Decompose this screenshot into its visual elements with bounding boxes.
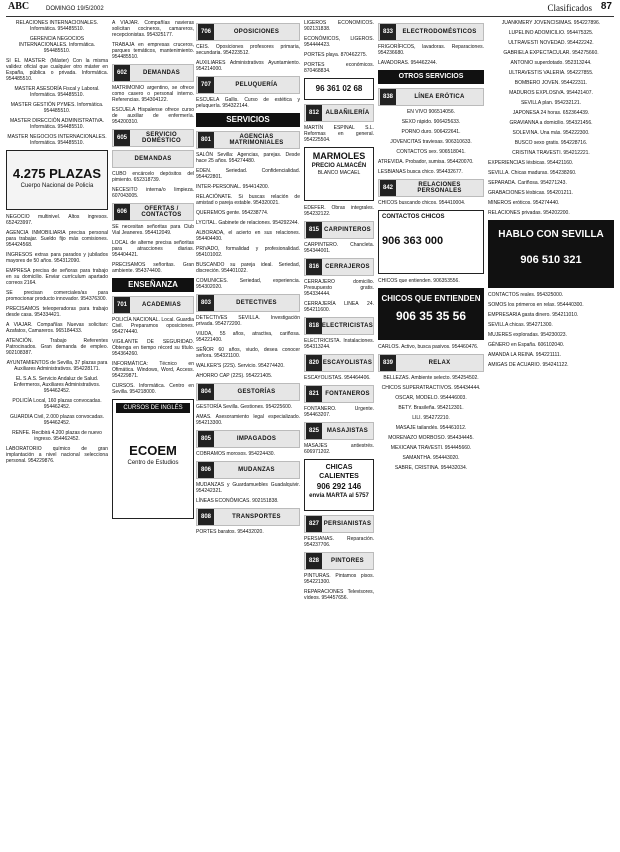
ad: JOVENCITAS traviesas. 906310633. xyxy=(390,139,472,145)
ad: CARPINTERO. Chancleta. 954344001. xyxy=(304,242,374,254)
contactos-ad-box xyxy=(378,210,484,274)
ad: LILI. 954272210. xyxy=(412,415,450,421)
contactos-title: CONTACTOS CHICOS xyxy=(382,214,445,220)
ad: GERENCIA NEGOCIOS INTERNACIONALES. Informática. 954485510. xyxy=(18,36,96,54)
ad: SOMOS los primeros en relax. 954440300. xyxy=(488,302,584,308)
category-header: 803 DETECTIVES xyxy=(196,294,300,312)
ad: CHICOS SUPERATRACTIVOS. 954434444. xyxy=(381,385,481,391)
ad: ESCAYOLISTAS. 954464406. xyxy=(304,375,371,381)
ad: CUBO encárcelo depósitos del pimiento. 652318739. xyxy=(112,171,194,183)
ad: GABRIELA EXPECTACULAR. 954275660. xyxy=(503,50,599,56)
category-header: 806 MUDANZAS xyxy=(196,461,300,479)
ad: JUANKMERY JOVENCISIMAS. 954227896. xyxy=(501,20,601,26)
ecoem-ad-box xyxy=(112,399,194,519)
ad: GESTORÍA Sevilla. Gestiones. 954225600. xyxy=(196,404,293,410)
ad: EDEFER. Obras integrales. 954232122. xyxy=(304,205,374,217)
ad: MATRIMONIO argentino, se ofrece como casero o personal interno. Referencias. 954304122. xyxy=(112,85,194,103)
category-header: 838 LÍNEA ERÓTICA xyxy=(378,88,484,106)
ad: CRISTINA TRAVESTI. 954212221. xyxy=(512,150,590,156)
column-5 xyxy=(378,20,484,846)
ad: NECESITO interna/o limpieza. 607043005. xyxy=(112,187,194,199)
ad: CERRAJERÍA LINEA 24. 954211600. xyxy=(304,301,374,313)
ad: CONTACTOS reales. 954325000. xyxy=(488,292,564,298)
ad: ATENCIÓN. Trabajo Referentes Patrocinados. Gran demanda de empleo. 902108387. xyxy=(6,338,108,356)
chicas-sub: envía MARTA al 5757 xyxy=(309,493,369,499)
ad: PERSIANAS. Reparación. 954237706. xyxy=(304,536,374,548)
police-ad-sub: Cuerpo Nacional de Policía xyxy=(20,183,94,189)
ad: AMIGAS DE ACUARIO. 954241122. xyxy=(488,362,569,368)
category-header: 805 IMPAGADOS xyxy=(196,430,300,448)
marmoles-note: BLANCO MACAEL xyxy=(317,170,361,176)
ad: MADUROS EXPLOSIVA. 954421407. xyxy=(509,90,593,96)
category-header: 833 ELECTRODOMÉSTICOS xyxy=(378,23,484,41)
ad: CURSOS. Informática. Centro en Sevilla. 954218000. xyxy=(112,383,194,395)
marmoles-title: MARMOLES xyxy=(312,151,366,161)
ad: ANTONIO superdotado. 952313244. xyxy=(510,60,592,66)
ad: LABORATORIO químico de gran implantación a nivel nacional selecciona personal. 954229876. xyxy=(6,446,108,464)
ad: SAMANTHA. 954443020. xyxy=(402,455,460,461)
category-header: 808 TRANSPORTES xyxy=(196,508,300,526)
ad: ULTRAVESTIS VALERIA. 954227855. xyxy=(508,70,594,76)
ad: MUDANZAS y Guardamuebles Guadalquivir. 954242321. xyxy=(196,482,300,494)
phone-ad-box xyxy=(304,78,374,100)
ad: FRIGORÍFICOS, lavadoras. Reparaciones. 954236680. xyxy=(378,44,484,56)
category-header: 804 GESTORÍAS xyxy=(196,383,300,401)
ad: SE necesitan señoritas para Club Vial Jeaneres. 954412049. xyxy=(112,224,194,236)
ad: LYCITAL. Gabinete de relaciones. 954292244. xyxy=(196,220,299,226)
ad: LOCAL de alterne precisa señoritas para atracciones diarias. 954404421. xyxy=(112,240,194,258)
ad: VIUDA, 55 años, atractiva, cariñosa. 954221400. xyxy=(196,331,300,343)
ad: MASTER ASESORÍA Fiscal y Laboral. Informática. 954485510. xyxy=(14,86,100,98)
hablo-ad-box xyxy=(488,220,614,288)
ad: MASTER DIRECCIÓN ADMINISTRATIVA. Informática. 954485510. xyxy=(10,118,104,130)
ad: QUEREMOS gente. 954238774. xyxy=(196,210,269,216)
ad: PORTES económicos. 870468834. xyxy=(304,62,374,74)
ad: LESBIANAS busca chico. 954432677. xyxy=(378,169,463,175)
ad: DETECTIVES SEVILLA. Investigación privada. 954272200. xyxy=(196,315,300,327)
ad: RENFE. Recibirá 4.200 plazas de nuevo ingreso. 954462452. xyxy=(12,430,102,442)
ad: MEXICANA TRAVESTI. 954445660. xyxy=(390,445,472,451)
ad: SEVILLA chicas. 954271300. xyxy=(488,322,553,328)
chicas-phone: 906 292 146 xyxy=(316,482,362,491)
ad: GRAVIANNA a domicilio. 954321456. xyxy=(509,120,593,126)
category-header: DEMANDAS xyxy=(112,150,194,168)
ad: BELLEZAS. Ambiente selecto. 954254502. xyxy=(383,375,479,381)
ad: LÍNEAS ECONÓMICAS. 902151838. xyxy=(196,498,279,504)
category-header: 815 CARPINTEROS xyxy=(304,221,374,239)
ad: RELACIÓNATE. Si buscas relación de amistad o pareja estable. 954320021. xyxy=(196,194,300,206)
category-header: 701 ACADEMIAS xyxy=(112,296,194,314)
ad: GRABACIONES lésbicas. 954201211. xyxy=(488,190,573,196)
police-ad-title: 4.275 PLAZAS xyxy=(12,166,102,181)
ad: GUARDIA Civil, 2.000 plazas convocadas. 954462452. xyxy=(10,414,104,426)
ad: AYUNTAMIENTOS de Sevilla, 37 plazas para Auxiliares Administrativos. 954228171. xyxy=(6,360,108,372)
ad: AHORRO CAP (22S). 954221405. xyxy=(196,373,273,379)
ad: ESCUELA Gallis. Curso de estética y peluquería. 954322144. xyxy=(196,97,300,109)
ad: NEGOCIO multinivel. Altos ingresos. 652423997. xyxy=(6,214,108,226)
police-ad-box xyxy=(6,150,108,210)
ad: MARTÍN ESPINAL S.L. Reformas en general. 954225504. xyxy=(304,125,374,143)
ad: POLICÍA NACIONAL. Local. Guardia Civil. Preparamos oposiciones. 954274440. xyxy=(112,317,194,335)
page-header xyxy=(6,3,614,17)
ad: INFORMÁTICA: Técnico en Ofimática. Windows, Word, Access. 954229871. xyxy=(112,361,194,379)
ad: SOLEVINA. Una más. 954222300. xyxy=(512,130,590,136)
ad: MASAJES antiestrés. 606971202. xyxy=(304,443,374,455)
category-header: 707 PELUQUERÍA xyxy=(196,76,300,94)
category-header: 706 OPOSICIONES xyxy=(196,23,300,41)
ad: GÉNERO en España. 606102040. xyxy=(488,342,565,348)
ad: SABRE, CRISTINA. 954432034. xyxy=(394,465,468,471)
ad: SE precisan comerciales/as para promocionar producto innovador. 954376300. xyxy=(6,290,108,302)
ad: FONTANERO. Urgente. 954463207. xyxy=(304,406,374,418)
ad: ATREVIDA. Probador, sumisa. 954420070. xyxy=(378,159,474,165)
ad: SALÓN Sevilla: Agencias, parejas. Desde hace 25 años. 954274480. xyxy=(196,152,300,164)
ad: EDEN. Seriedad. Confidencialidad. 954422801. xyxy=(196,168,300,180)
chicos-title: CHICOS QUE ENTIENDEN xyxy=(381,294,481,303)
ecoem-title: ECOEM xyxy=(129,443,177,458)
ecoem-sub: Centro de Estudios xyxy=(127,460,179,466)
ad: SEPARADA. Cariñosa. 954271243. xyxy=(488,180,567,186)
category-header: 605 SERVICIO DOMÉSTICO xyxy=(112,129,194,147)
category-header: 842 RELACIONES PERSONALES xyxy=(378,179,484,197)
ad: PRIVADO, formalidad y profesionalidad. 954101002. xyxy=(196,246,300,258)
section-banner: ENSEÑANZA xyxy=(112,278,194,292)
ad: LUPELINO ADOMICILIO. 954475325. xyxy=(508,30,594,36)
dateline: DOMINGO 19/5/2002 xyxy=(46,6,104,12)
ad: CHICOS buscando chicos. 954410004. xyxy=(378,200,466,206)
ad: AMAS. Asesoramiento legal especializado. 954213300. xyxy=(196,414,300,426)
section-banner: OTROS SERVICIOS xyxy=(378,70,484,84)
ad: BUSCANDO su pareja ideal. Seriedad, discreción. 954401022. xyxy=(196,262,300,274)
ad: MORENAZO MORBOSO. 954434445. xyxy=(388,435,474,441)
category-header: 606 OFERTAS / CONTACTOS xyxy=(112,203,194,221)
ad: TRABAJA en empresas cruceros, parques temáticos, mantenimiento. 954485510. xyxy=(112,42,194,60)
ad: INTER-PERSONAL. 954414200. xyxy=(196,184,270,190)
ad: ULTRAVESTI NOVEDAD. 954422242. xyxy=(508,40,594,46)
ad: PRECISAMOS teleoperadoras para trabajo desde casa. 954334421. xyxy=(6,306,108,318)
ad: COBRAMOS morosos. 954224430. xyxy=(196,451,275,457)
ad: AGENCIA INMOBILIARIA precisa personal para trabajar. Sueldo fijo más comisiones. 954424568. xyxy=(6,230,108,248)
category-header: 828 PINTORES xyxy=(304,552,374,570)
contactos-phone: 906 363 000 xyxy=(382,235,444,247)
ad: ELECTRICISTA. Instalaciones. 954313244. xyxy=(304,338,374,350)
newspaper-brand: ABC xyxy=(8,1,30,12)
ad: PINTURAS. Pintamos pisos. 954221300. xyxy=(304,573,374,585)
ad: POLICÍA Local, 160 plazas convocadas. 954462452. xyxy=(12,398,102,410)
ad: BUSCO sexo gratis. 954228716. xyxy=(514,140,588,146)
chicos-phone: 906 35 35 56 xyxy=(395,309,467,323)
category-header: 816 CERRAJEROS xyxy=(304,258,374,276)
marmoles-sub: PRECIO ALMACÉN xyxy=(311,163,367,169)
ad: OSCAR, MODELO. 954446003. xyxy=(395,395,467,401)
ad: WALKER'S (22S). Servicio. 954274420. xyxy=(196,363,285,369)
ad: MUJERES exploradas. 954230023. xyxy=(488,332,567,338)
column-6 xyxy=(488,20,614,846)
ad: JAPONESA 24 horas. 652364439. xyxy=(512,110,590,116)
ad: CHICOS que entienden. 906353556. xyxy=(378,278,460,284)
column-4 xyxy=(304,20,374,846)
ad: INGRESOS extras para parados y jubilados mayores de 50 años. 954312090. xyxy=(6,252,108,264)
ad: AMANDA LA REINA. 954221111. xyxy=(488,352,562,358)
ad: MINEROS eróticos. 954274440. xyxy=(488,200,560,206)
category-header: 821 FONTANEROS xyxy=(304,385,374,403)
ad: SEXO rápido. 906425633. xyxy=(401,119,461,125)
ad: SEVILLA plan. 954232121. xyxy=(520,100,582,106)
page-number: 87 xyxy=(600,1,612,12)
ad: EMPRESA precisa de señoras para trabajo en su domicilio. Enviar currículum apartado correos 2164. xyxy=(6,268,108,286)
ad: BOMBERO JOVEN. 954422311. xyxy=(514,80,588,86)
ad: CEIS. Oposiciones profesores primaria, secundaria. 954223512. xyxy=(196,44,300,56)
chicas-title: CHICAS CALIENTES xyxy=(319,464,359,480)
ad: RELACIONES INTERNACIONALES. Informática. 954485510. xyxy=(15,20,99,32)
ad: MASTER GESTIÓN PYMES. Informática. 954485510. xyxy=(10,102,104,114)
section-banner: SERVICIOS xyxy=(196,113,300,127)
hablo-title: HABLO CON SEVILLA xyxy=(498,229,604,240)
ad: A VIAJAR. Compañías navieras solicitan cocineros, camareros, recepcionistas. 954325177. xyxy=(112,20,194,38)
ad: CARLOS. Activo, busca pasivos. 954460476. xyxy=(378,344,479,350)
ad: PORTES playa. 870462275. xyxy=(304,52,368,58)
column-3 xyxy=(196,20,300,846)
ad: VIGILANTE DE SEGURIDAD. Obtenga en tiempo récord su título. 954364260. xyxy=(112,339,194,357)
category-header: 820 ESCAYOLISTAS xyxy=(304,354,374,372)
ad: SI EL MASTER: (Máster) Con la misma validez oficial que cualquier otro máster en España, pública o privada. Informática. 954485510. xyxy=(6,58,108,82)
category-header: 839 RELAX xyxy=(378,354,484,372)
ad: ECONÓMICOS, LIGEROS. 954444423. xyxy=(304,36,374,48)
ad: MASTER NEGOCIOS INTERNACIONALES. Informática. 954485510. xyxy=(7,134,107,146)
chicos-ad-box xyxy=(378,288,484,340)
phone-ad-number: 96 361 02 68 xyxy=(315,84,363,93)
marmoles-ad-box xyxy=(304,147,374,201)
hablo-phone: 906 510 321 xyxy=(520,254,582,266)
ad: SEÑOR 60 años, viudo, desea conocer señora. 954321100. xyxy=(196,347,300,359)
chicas-ad-box xyxy=(304,459,374,511)
ad: EN VIVO 906514056. xyxy=(406,109,456,115)
ad: CONTACTOS sex. 906518041. xyxy=(396,149,466,155)
ad: LIGEROS ECONÓMICOS. 902131838. xyxy=(304,20,374,32)
ad: BETY. Brasileña. 954212301. xyxy=(398,405,464,411)
ad: LAVADORAS. 954462244. xyxy=(378,60,438,66)
ad: PRECISAMOS señoritas. Gran ambiente. 954374400. xyxy=(112,262,194,274)
ecoem-note: CURSOS DE INGLÉS xyxy=(116,403,190,413)
ad: PORNO duro. 906422641. xyxy=(401,129,461,135)
category-header: 812 ALBAÑILERÍA xyxy=(304,104,374,122)
ad: EL S.A.S. Servicio Andaluz de Salud. Enfermeros, Auxiliares Administrativos. 954462452. xyxy=(13,376,101,394)
ad: AUXILIARES Administrativos Ayuntamiento. 954214000. xyxy=(196,60,300,72)
section-title: Clasificados xyxy=(547,3,592,13)
ad: SEVILLA. Chicas maduras. 954238260. xyxy=(488,170,577,176)
ad: ESCUELA Hispalense ofrece curso de auxiliar de enfermería. 954200310. xyxy=(112,107,194,125)
category-header: 801 AGENCIAS MATRIMONIALES xyxy=(196,131,300,149)
column-2 xyxy=(112,20,194,846)
ad: CERRAJERO domicilio. Presupuesto gratis. 954334444. xyxy=(304,279,374,297)
ad: MASAJE tailandés. 954461012. xyxy=(395,425,467,431)
column-1 xyxy=(6,20,108,846)
ad: EXPERIENCIAS lésbicas. 954421160. xyxy=(488,160,574,166)
category-header: 827 PERSIANISTAS xyxy=(304,515,374,533)
ad: A VIAJAR. Compañías Nuevas solicitan: Azafatos, Camareros. 965184433. xyxy=(6,322,108,334)
ad: RELACIONES privadas. 954202200. xyxy=(488,210,570,216)
ad: EMPRESARIA gasta dinero. 954211010. xyxy=(488,312,579,318)
ad: PORTES baratos. 954432020. xyxy=(196,529,264,535)
ad: COMUNICES. Seriedad, experiencia. 954302020. xyxy=(196,278,300,290)
category-header: 818 ELECTRICISTAS xyxy=(304,317,374,335)
ad: REPARACIONES Televisores, vídeos. 954457656. xyxy=(304,589,374,601)
category-header: 825 MASAJISTAS xyxy=(304,422,374,440)
category-header: 602 DEMANDAS xyxy=(112,64,194,82)
ad: ALBORADA, el acierto en sus relaciones. 954404400. xyxy=(196,230,300,242)
